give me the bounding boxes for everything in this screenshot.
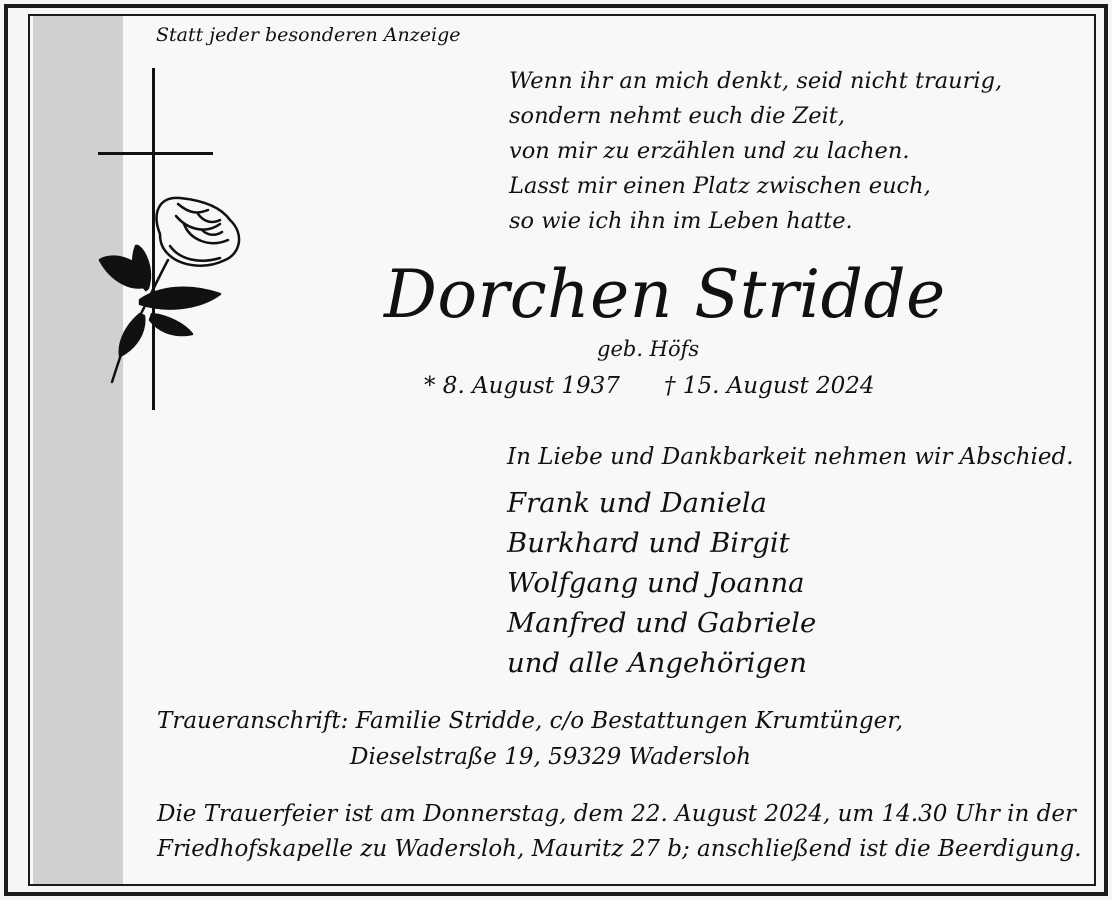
poem-line: von mir zu erzählen und zu lachen.	[509, 138, 910, 164]
poem	[509, 64, 1002, 239]
mourning-address-line2: Dieselstraße 19, 59329 Wadersloh	[350, 744, 752, 770]
farewell-text: In Liebe und Dankbarkeit nehmen wir Abschied.	[507, 444, 1074, 470]
mourner-entry: Wolfgang und Joanna	[507, 567, 805, 599]
notice-header: Statt jeder besonderen Anzeige	[156, 24, 461, 46]
funeral-line: Die Trauerfeier ist am Donnerstag, dem 22. August 2024, um 14.30 Uhr in der	[157, 801, 1076, 827]
cross-rose-emblem	[80, 64, 255, 414]
mourner-entry: Burkhard und Birgit	[507, 527, 790, 559]
deceased-name: Dorchen Stridde	[384, 256, 946, 333]
mourner-entry: Frank und Daniela	[507, 487, 767, 519]
birth-name: geb. Höfs	[597, 337, 700, 361]
poem-line: sondern nehmt euch die Zeit,	[509, 103, 845, 129]
poem-line: Wenn ihr an mich denkt, seid nicht traurig,	[509, 68, 1003, 94]
poem-line: Lasst mir einen Platz zwischen euch,	[509, 173, 931, 199]
rose-icon	[100, 198, 239, 382]
mourner-entry: und alle Angehörigen	[507, 647, 808, 679]
funeral-info	[157, 797, 1082, 867]
death-date: † 15. August 2024	[664, 373, 875, 399]
mourning-address-line1: Traueranschrift: Familie Stridde, c/o Bestattungen Krumtünger,	[157, 708, 904, 734]
poem-line: so wie ich ihn im Leben hatte.	[509, 208, 853, 234]
mourner-entry: Manfred und Gabriele	[507, 607, 817, 639]
birth-date: * 8. August 1937	[424, 373, 620, 399]
mourners-list	[507, 483, 816, 683]
funeral-line: Friedhofskapelle zu Wadersloh, Mauritz 27 b; anschließend ist die Beerdigung.	[157, 836, 1082, 862]
